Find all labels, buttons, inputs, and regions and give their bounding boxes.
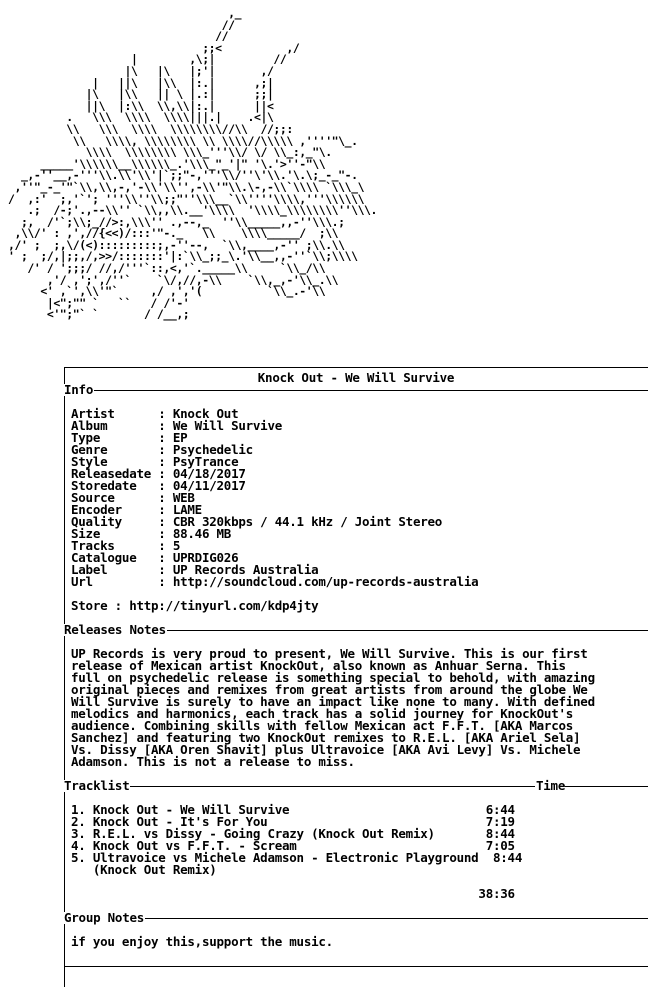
release-notes-body: UP Records is very proud to present, We Will Survive. This is our first release of Mexican artist KnockOut, also known as Anhuar Serna. This full on psychedelic release is something special to behold, with amazing original pieces and remixes from great artists from around the globe We Will Survive is surely to have an impact like none to many. With defined melodics and harmonics, each track has a solid journey for KnockOut's audience. Combining skills with fellow Mexican act F.F.T. [AKA Marcos Sanchez] and featuring two KnockOut remixes to R.E.L. [AKA Ariel Sela] Vs. Dissy [AKA Oren Shavit] plus Ultravoice [AKA Avi Levy] Vs. Michele Adamson. This is not a release to miss. (71, 646, 595, 769)
release-title: Knock Out - We Will Survive (257, 370, 455, 385)
group-notes-heading: Group Notes (64, 910, 145, 925)
frame-left-rule (64, 367, 65, 987)
group-notes-body: if you enjoy this,support the music. (71, 934, 333, 949)
ascii-art-logo: ,_ // // ;;< ,/ | ,\;| // |\ |\ |;'| ,/ | ||\ |\\ |:.| ,;| |\ |\\ || \ |.:| ;;| ||\ |:\\ \\,\\|:.| ||< . \\\ \\\\ \\\\|||.| .<|\ \\ \\\ \\\\ \\\\\\\\//\\ //;;: \\ \\\\, \\\\\\\\ \\ \\\\//\\\\\ ,''''"\_. \\\\ \\\\\\\\ \\\_'''\\/ \/ \\_:,_"\. _____'\\\\\\__\\\\\\_.'\\\_"_'|" '\.'>''-"\\ _,-''__,-'''\\.\\'\\'|`;;"-,'''\\/''\'\\.'\.\;_-_"-. ,''"_-_'"`\\,\\,-,'-\\'\\'',-\\'"\\.\-,-\\`\\\\ `\\\_\ / ,:' ;,'`'; '''\\''\\;;"''\\\__`\\''''\\\\,'''\\\\\\ .; /-;'.,--\\'' `\\,,\\.__'\\\\ '\\\\_\\\\\\\\''\\\. ;, /'`;\\;_//>:,\\\'' .,--,_ ''\\_____,,-''\\\.; ,\\/' : ,',//{<<)/:::'"-._ \\ \\\\_____/ ;\\ ,/' ; ;,\/(<):::::::::;,-''--, `\\,____,-'' ;\\.\\ ' ; ;/,|;;,/,>>/:::::::'|:`\\_;;_\.'\\__,,-''`\\;\\\\ /' / ';;;/ //,/'''`::,<,'`._____\\ `\\_/\\ ,'/ ,';',/''` `\/,//,-\\ `\\,_,-'\\_.\\ <' ,`',\\'"` ,/ ,','( `\\_.-'\\ |<";"" ` `` / /'-' <'";"` ` / /__,; (8, 6, 377, 322)
info-rule (64, 390, 648, 391)
tracklist-body: 1. Knock Out - We Will Survive 6:44 2. Knock Out - It's For You 7:19 3. R.E.L. vs Dissy - Going Crazy (Knock Out Remix) 8:44 4. Knock Out vs F.F.T. - Scream 7:05 5. Ultravoice vs Michele Adamson - Electronic Playground 8:44 (Knock Out Remix) 38:36 (71, 802, 523, 901)
release-notes-heading: Releases Notes (64, 622, 166, 637)
frame-bottom-rule (64, 966, 648, 967)
frame-top-rule (64, 367, 648, 368)
group-notes-rule (64, 918, 648, 919)
info-details: Artist : Knock Out Album : We Will Survive Type : EP Genre : Psychedelic Style : PsyTrance Releasedate : 04/18/2017 Storedate : 04/11/2017 Source : WEB Encoder : LAME Quality : CBR 320kbps / 44.1 kHz / Joint Stereo Size : 88.46 MB Tracks : 5 Catalogue : UPRDIG026 Label : UP Records Australia Url : http://soundcloud.com/up-records-australia Store : http://tinyurl.com/kdp4jty (71, 406, 479, 613)
info-heading: Info (64, 382, 94, 397)
tracklist-heading: Tracklist (64, 778, 130, 793)
tracklist-time-heading: Time (536, 778, 566, 793)
